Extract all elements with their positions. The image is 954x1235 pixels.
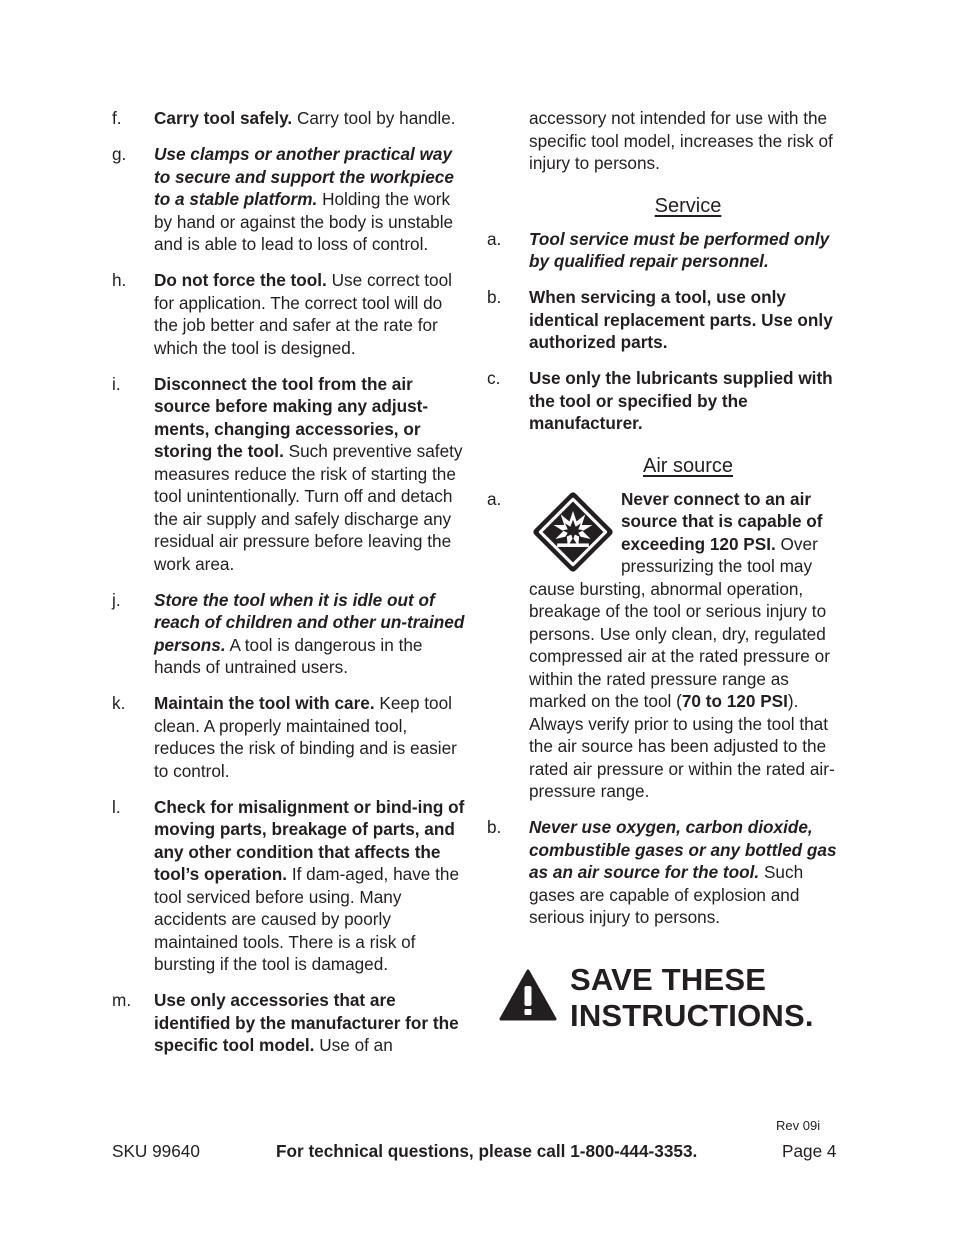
list-item	[112, 107, 468, 130]
explosion-warning-icon	[529, 488, 617, 576]
item-text: When servicing a tool, use only identical replacement parts. Use only authorized parts.	[529, 287, 833, 352]
item-letter: h.	[112, 270, 127, 290]
list-item	[487, 228, 847, 273]
item-letter: b.	[487, 287, 502, 307]
item-letter: i.	[112, 373, 121, 394]
save-line-2: INSTRUCTIONS.	[570, 997, 814, 1033]
item-letter: j.	[112, 589, 121, 610]
list-item	[112, 143, 468, 256]
item-body: Carry tool by handle.	[292, 108, 456, 128]
item-letter: a.	[487, 488, 502, 509]
item-letter: b.	[487, 817, 502, 837]
section-heading-air-source	[529, 454, 847, 478]
item-body: Use correct tool for application. The correct tool will do the job better and safer at the rate for which the tool is designed.	[154, 270, 452, 358]
item-body: Such gases are capable of explosion and serious injury to persons.	[529, 862, 804, 927]
continued-paragraph: accessory not intended for use with the specific tool model, increases the risk of injury to persons.	[529, 108, 833, 173]
save-instructions-text	[570, 962, 814, 1033]
item-lead: Do not force the tool.	[154, 270, 327, 290]
item-body: Keep tool clean. A properly maintained tool, reduces the risk of binding and is easier to control.	[154, 693, 457, 781]
item-body: ). Always verify prior to using the tool that the air source has been adjusted to the rated air pressure or within the rated air-pressure range.	[529, 691, 835, 801]
item-body: Over pressurizing the tool may cause bursting, abnormal operation, breakage of the tool or serious injury to persons. Use only clean, dry, regulated compressed air at the rated pressure or within the rated pressure range as marked on the tool (	[529, 533, 830, 711]
section-heading-service	[529, 194, 847, 218]
item-lead: Maintain the tool with care.	[154, 693, 375, 713]
item-text: Use only the lubricants supplied with the tool or specified by the manufacturer.	[529, 368, 833, 433]
save-line-1: SAVE THESE	[570, 962, 767, 997]
item-text: Tool service must be performed only by qualified repair personnel.	[529, 228, 830, 271]
sku-label: SKU 99640	[112, 1141, 200, 1161]
item-lead: Never use oxygen, carbon dioxide, combustible gases or any bottled gas as an air source for the tool.	[529, 817, 837, 882]
item-letter: m.	[112, 990, 132, 1010]
heading-text: Air source	[642, 454, 734, 477]
list-item	[487, 488, 847, 803]
left-column	[112, 107, 468, 1070]
revision-label: Rev 09i	[776, 1118, 821, 1133]
list-item	[112, 589, 468, 679]
right-column	[487, 107, 847, 942]
item-letter: l.	[112, 796, 121, 817]
page-number: Page 4	[782, 1141, 837, 1161]
item-lead: Store the tool when it is idle out of reach of children and other un-trained persons.	[154, 589, 465, 655]
item-body: Such preventive safety measures reduce the risk of starting the tool unintentionally. Turn off and detach the air supply and safely discharge any residual air pressure before leaving the work area.	[154, 441, 463, 574]
item-letter: f.	[112, 108, 122, 128]
list-item	[487, 816, 847, 929]
item-lead: Never connect to an air source that is capable of exceeding 120 PSI.	[621, 488, 823, 554]
pressure-range: 70 to 120 PSI	[681, 691, 788, 711]
list-item	[112, 373, 468, 576]
item-body: Use of an	[314, 1035, 393, 1055]
item-body: Holding the work by hand or against the body is unstable and is able to lead to loss of control.	[154, 189, 454, 254]
item-letter: a.	[487, 228, 502, 249]
list-item	[112, 796, 468, 976]
warning-triangle-icon	[499, 969, 557, 1021]
item-lead: Use only accessories that are identified by the manufacturer for the specific tool model.	[154, 990, 459, 1055]
list-item	[112, 692, 468, 782]
list-item	[487, 367, 847, 435]
list-item	[112, 989, 468, 1057]
heading-text: Service	[654, 194, 722, 217]
item-body: A tool is dangerous in the hands of untrained users.	[154, 634, 423, 677]
item-lead: Use clamps or another practical way to secure and support the workpiece to a stable platform.	[154, 144, 454, 209]
item-letter: g.	[112, 144, 127, 164]
list-item	[487, 286, 847, 354]
item-lead: Check for misalignment or bind-ing of moving parts, breakage of parts, and any other condition that affects the tool’s operation.	[154, 796, 465, 884]
save-instructions-banner	[499, 962, 859, 1042]
item-lead: Disconnect the tool from the air source before making any adjust-ments, changing accessories, or storing the tool.	[154, 373, 429, 461]
list-item	[112, 269, 468, 359]
item-body: If dam-aged, have the tool serviced before using. Many accidents are caused by poorly maintained tools. There is a risk of bursting if the tool is damaged.	[154, 864, 460, 974]
item-letter: c.	[487, 368, 501, 388]
tech-support-line: For technical questions, please call 1-800-444-3353.	[276, 1141, 698, 1161]
item-lead: Carry tool safely.	[154, 108, 293, 128]
item-letter: k.	[112, 693, 126, 713]
